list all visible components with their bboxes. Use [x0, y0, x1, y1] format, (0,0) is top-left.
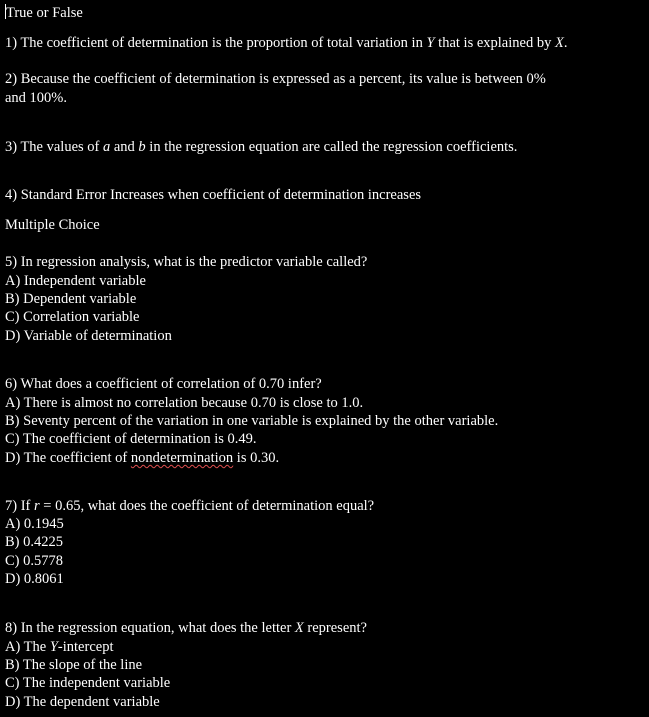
q5-option-c: C) Correlation variable [5, 309, 140, 325]
question-8: 8) In the regression equation, what does the letter X represent? [5, 620, 367, 636]
section-heading-true-false: True or False [6, 5, 83, 21]
q6-option-a: A) There is almost no correlation because 0.70 is close to 1.0. [5, 395, 364, 411]
q8-option-a: A) The Y-intercept [5, 639, 114, 655]
q5-option-b: B) Dependent variable [5, 291, 137, 307]
q6-option-c: C) The coefficient of determination is 0.49. [5, 431, 257, 447]
question-3: 3) The values of a and b in the regression equation are called the regression coefficients. [5, 139, 518, 155]
question-6: 6) What does a coefficient of correlation of 0.70 infer? [5, 376, 322, 392]
spelling-error-mark[interactable]: nondetermination [130, 450, 234, 466]
question-2-line-2: and 100%. [5, 90, 68, 106]
question-2-line-1: 2) Because the coefficient of determination is expressed as a percent, its value is between 0% [5, 71, 546, 87]
question-5: 5) In regression analysis, what is the predictor variable called? [5, 254, 368, 270]
q8-option-d: D) The dependent variable [5, 694, 160, 710]
q6-option-b: B) Seventy percent of the variation in one variable is explained by the other variable. [5, 413, 499, 429]
q7-option-c: C) 0.5778 [5, 553, 63, 569]
q7-option-b: B) 0.4225 [5, 534, 63, 550]
question-4: 4) Standard Error Increases when coefficient of determination increases [5, 187, 422, 203]
q5-option-a: A) Independent variable [5, 273, 146, 289]
q7-option-d: D) 0.8061 [5, 571, 64, 587]
q7-option-a: A) 0.1945 [5, 516, 64, 532]
q8-option-b: B) The slope of the line [5, 657, 143, 673]
question-1: 1) The coefficient of determination is the proportion of total variation in Y that is explained by X. [5, 35, 568, 51]
question-7: 7) If r = 0.65, what does the coefficient of determination equal? [5, 498, 375, 514]
q5-option-d: D) Variable of determination [5, 328, 172, 344]
section-heading-multiple-choice: Multiple Choice [5, 217, 100, 233]
q6-option-d: D) The coefficient of nondetermination is 0.30. [5, 450, 280, 466]
q8-option-c: C) The independent variable [5, 675, 171, 691]
